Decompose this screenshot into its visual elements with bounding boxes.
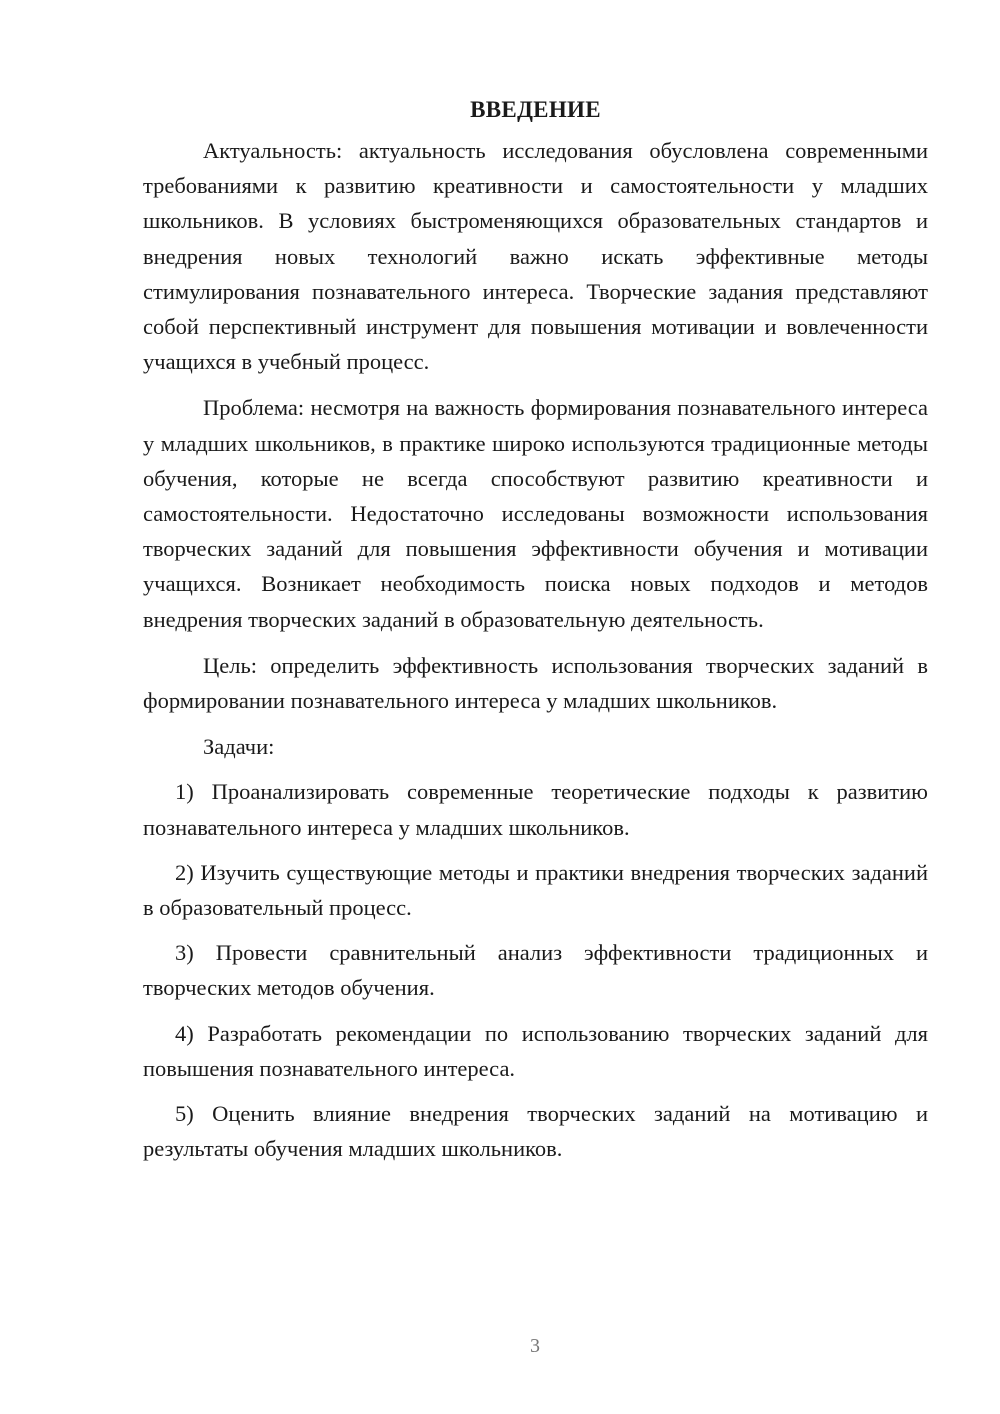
task-item-1: 1) Проанализировать современные теоретические подходы к развитию познавательного интереса у младших школьников.: [143, 779, 928, 840]
tasks-heading: Задачи:: [203, 734, 275, 760]
goal-paragraph: Цель: определить эффективность использования творческих заданий в формировании познавательного интереса у младших школьников.: [143, 652, 928, 714]
task-item-5: 5) Оценить влияние внедрения творческих заданий на мотивацию и результаты обучения младших школьников.: [143, 1101, 928, 1162]
relevance-paragraph: Актуальность: актуальность исследования обусловлена современными требованиями к развитию креативности и самостоятельности у младших школьников. В условиях быстроменяющихся образовательных стандартов и внедрения новых технологий важно искать эффективные методы стимулирования познавательного интереса. Творческие задания представляют собой перспективный инструмент для повышения мотивации и вовлеченности учащихся в учебный процесс.: [143, 138, 928, 375]
problem-paragraph: Проблема: несмотря на важность формирования познавательного интереса у младших школьников, в практике широко используются традиционные методы обучения, которые не всегда способствуют развитию креативности и самостоятельности. Недостаточно исследованы возможности использования творческих заданий для повышения эффективности обучения и мотивации учащихся. Возникает необходимость поиска новых подходов и методов внедрения творческих заданий в образовательную деятельность.: [143, 395, 928, 632]
page-title: ВВЕДЕНИЕ: [470, 97, 601, 122]
task-item-2: 2) Изучить существующие методы и практики внедрения творческих заданий в образовательный процесс.: [143, 859, 928, 921]
task-item-3: 3) Провести сравнительный анализ эффективности традиционных и творческих методов обучения.: [143, 940, 928, 1001]
document-page: [143, 92, 928, 1166]
page-number: 3: [530, 1335, 540, 1357]
task-item-4: 4) Разработать рекомендации по использованию творческих заданий для повышения познавательного интереса.: [143, 1020, 928, 1081]
